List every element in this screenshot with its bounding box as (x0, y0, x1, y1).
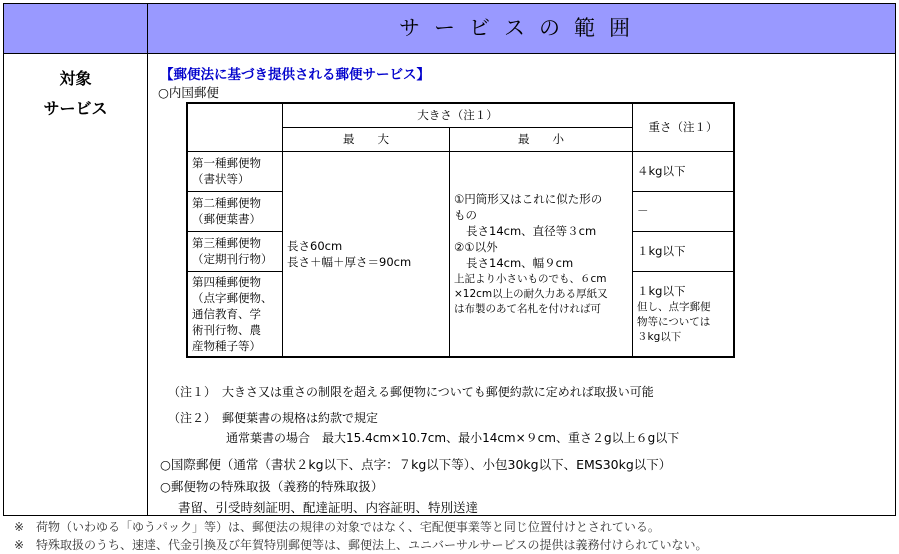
note-1: （注１） 大きさ又は重さの制限を超える郵便物についても郵便約款に定めれば取扱い可能 (168, 385, 654, 399)
target-label: 対象 (59, 69, 92, 88)
section-heading: 【郵便法に基づき提供される郵便サービス】 (160, 67, 430, 83)
service-label: サービス (43, 99, 108, 118)
mail-class-3: 第三種郵便物 （定期刊行物） (187, 231, 283, 271)
special-handling-label: ○郵便物の特殊取扱（義務的特殊取扱） (160, 479, 384, 494)
max-size-cell: 長さ60cm 長さ＋幅＋厚さ＝90cm (283, 151, 450, 357)
weight-class-2: － (633, 191, 735, 231)
page-title: サービスの範囲 (399, 16, 644, 40)
weight-header: 重さ（注１） (633, 103, 735, 151)
mail-class-1: 第一種郵便物 （書状等） (187, 151, 283, 191)
max-header: 最 大 (283, 127, 450, 151)
header-left-cell (4, 4, 148, 53)
domestic-mail-label: ○内国郵便 (158, 85, 219, 100)
size-weight-table (186, 102, 735, 358)
blank-header-cell (187, 103, 283, 151)
international-mail: ○国際郵便（通常（書状２kg以下、点字：７kg以下等）、小包30kg以下、EMS30kg以下） (160, 457, 672, 472)
content-cell (148, 54, 894, 515)
footnote-1: ※ 荷物（いわゆる「ゆうパック」等）は、郵便法の規律の対象ではなく、宅配便事業等と同じ位置付けとされている。 (14, 520, 660, 534)
header-row (4, 4, 895, 54)
min-size-cell: ①円筒形又はこれに似た形の もの 長さ14cm、直径等３cm ②①以外 長さ14cm、幅９cm 上記より小さいものでも、６cm ×12cm以上の耐久力ある厚紙又 は布製のあて名札を付ければ可 (450, 151, 633, 357)
special-handling-items: 書留、引受時刻証明、配達証明、内容証明、特別送達 (178, 500, 479, 515)
note-2-detail: 通常葉書の場合 最大15.4cm×10.7cm、最小14cm×９cm、重さ２g以上６g以下 (226, 431, 680, 445)
weight-class-1: ４kg以下 (633, 151, 735, 191)
size-header: 大きさ（注１） (283, 103, 633, 127)
mail-class-4: 第四種郵便物 （点字郵便物、 通信教育、学 術刊行物、農 産物種子等） (187, 271, 283, 357)
weight-class-4: １kg以下 但し、点字郵便 物等については ３kg以下 (633, 271, 735, 357)
mail-class-2: 第二種郵便物 （郵便葉書） (187, 191, 283, 231)
note-2: （注２） 郵便葉書の規格は約款で規定 (168, 411, 379, 425)
target-service-label-cell (4, 54, 148, 515)
weight-class-3: １kg以下 (633, 231, 735, 271)
footnote-2: ※ 特殊取扱のうち、速達、代金引換及び年賀特別郵便等は、郵便法上、ユニバーサルサービスの提供は義務付けられていない。 (14, 538, 708, 552)
min-header: 最 小 (450, 127, 633, 151)
service-scope-frame (3, 3, 896, 516)
